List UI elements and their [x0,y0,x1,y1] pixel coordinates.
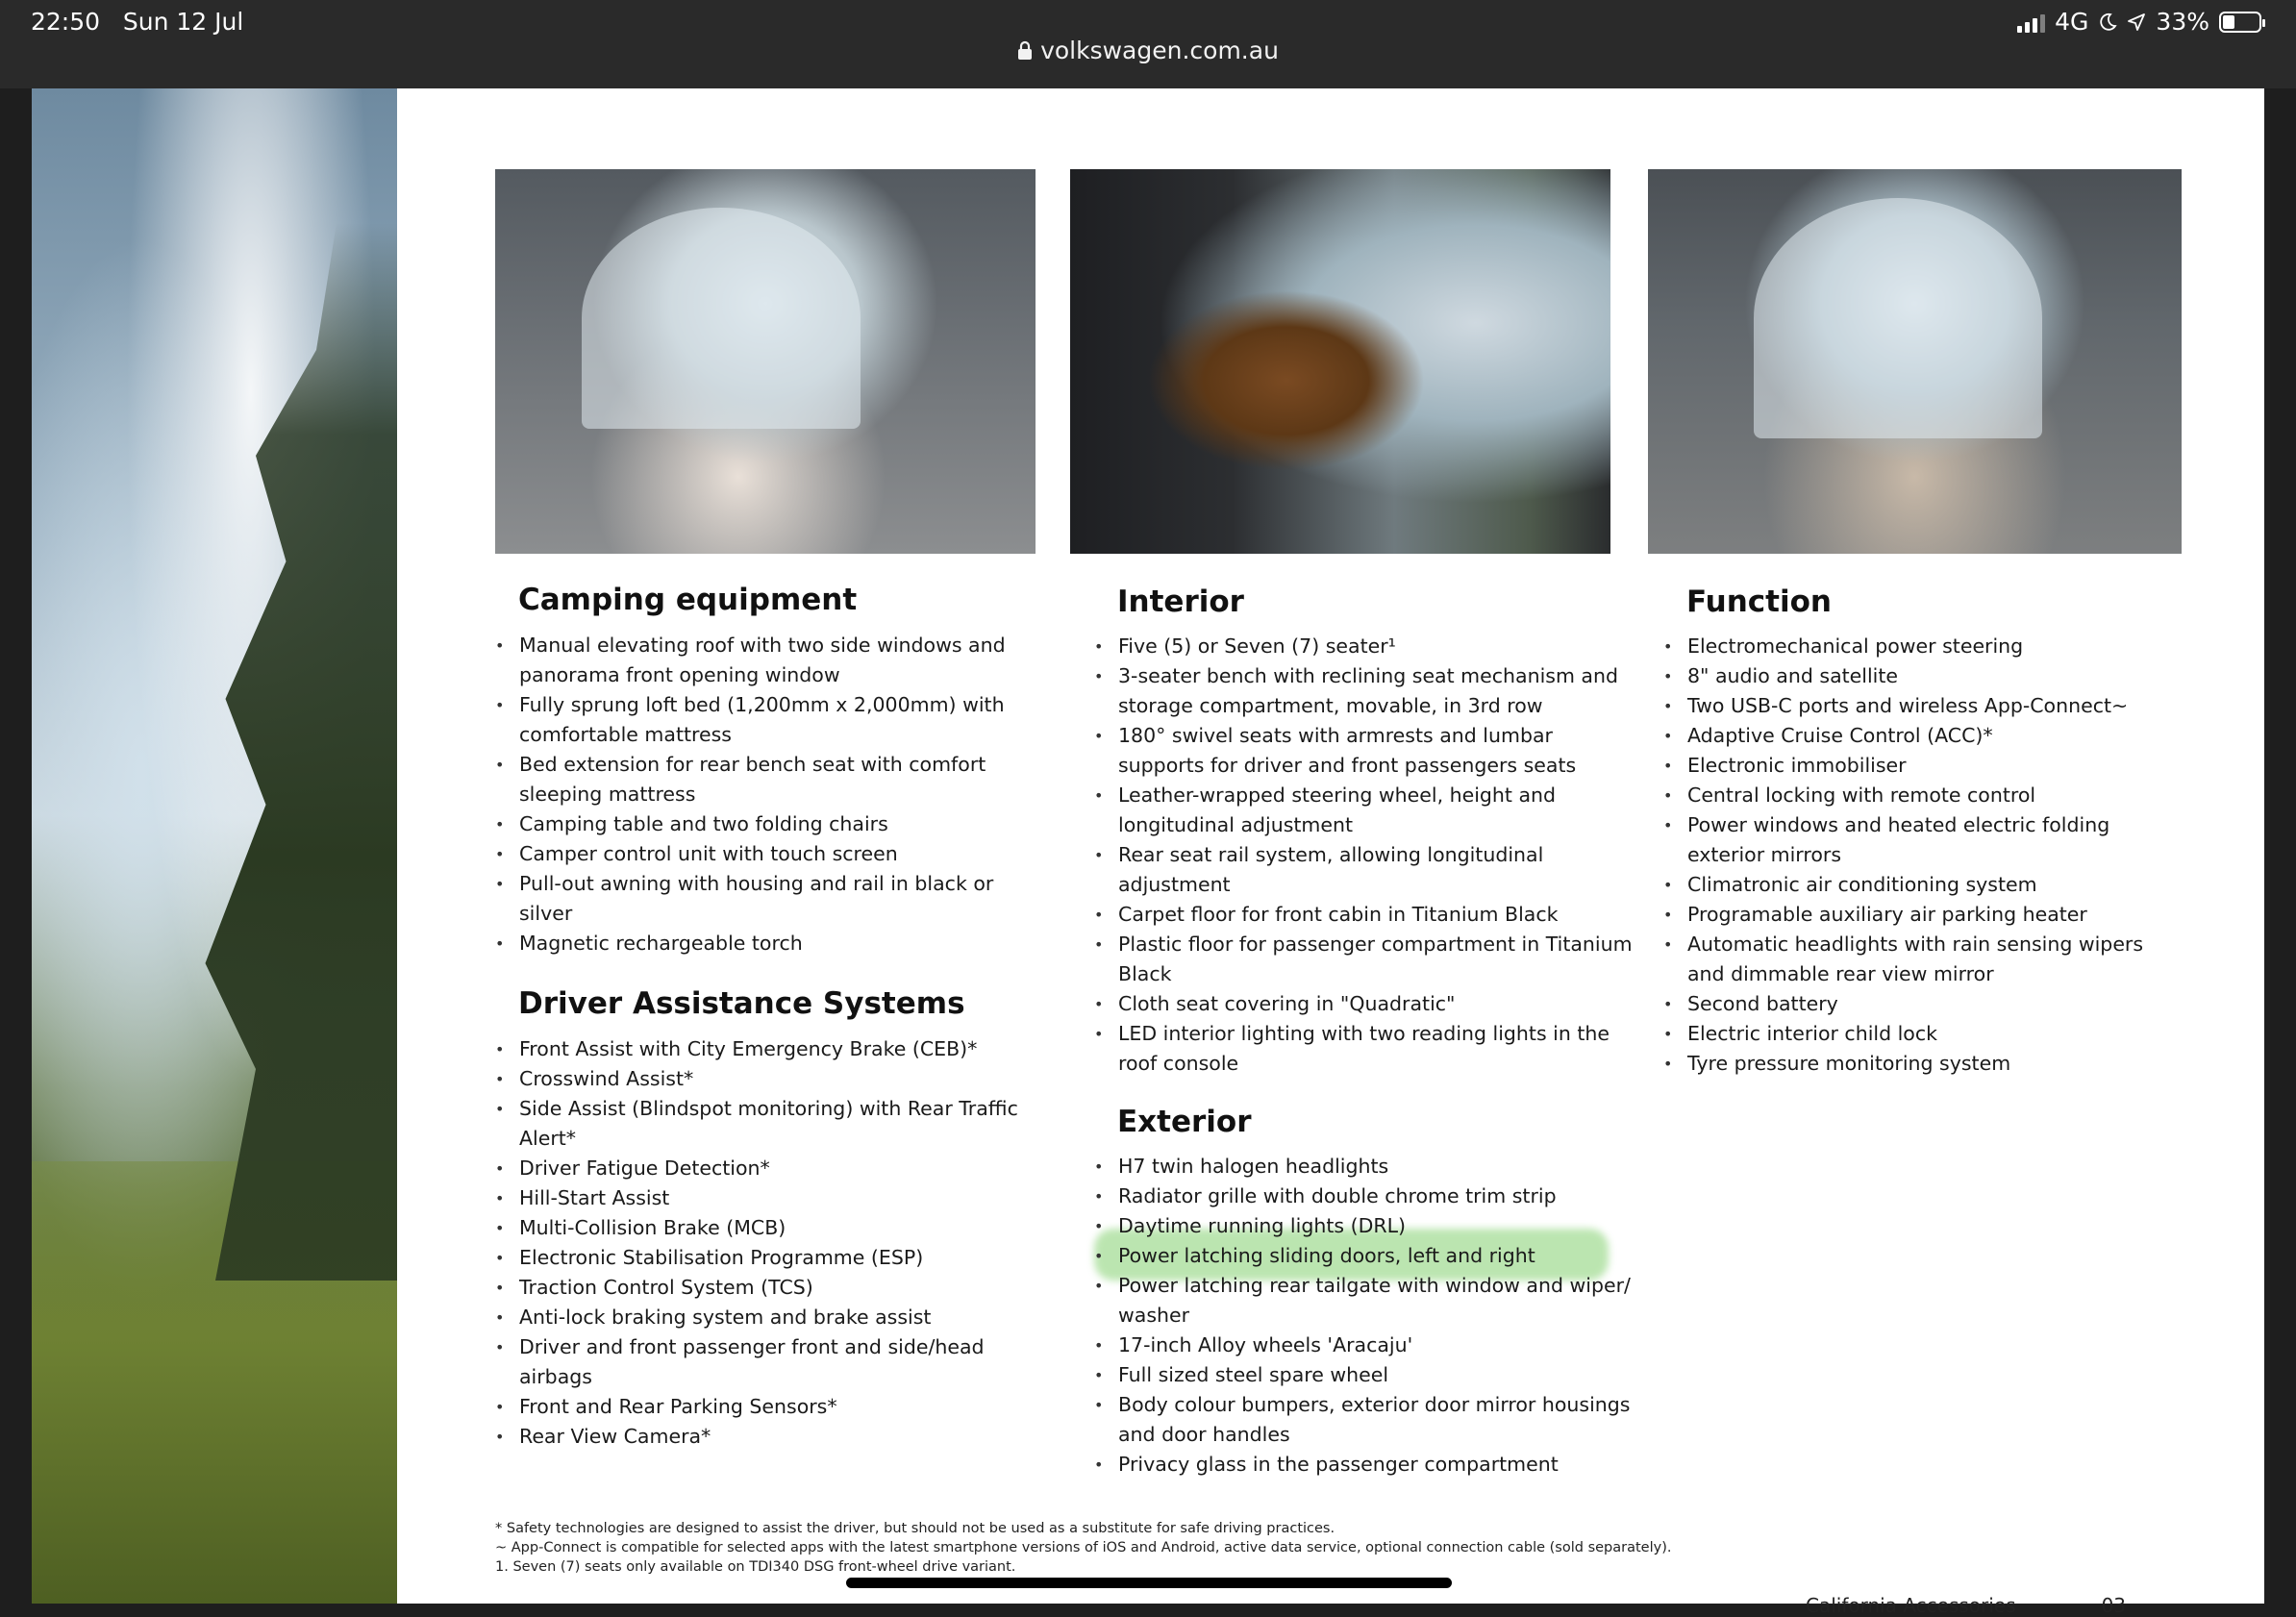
list-item: • Driver and front passenger front and side/head airbags [495,1332,1034,1392]
list-item: • Programable auxiliary air parking heater [1663,900,2183,930]
exterior-list [1094,1152,1633,1480]
list-item: • Cloth seat covering in "Quadratic" [1094,989,1633,1019]
list-item: • Privacy glass in the passenger compartment [1094,1450,1633,1480]
home-indicator-bar[interactable] [846,1578,1452,1588]
list-item: • 8" audio and satellite [1663,661,2183,691]
list-item: • Electronic immobiliser [1663,751,2183,781]
list-item: • Manual elevating roof with two side windows and panorama front opening window [495,631,1034,690]
url-text: volkswagen.com.au [1040,37,1279,64]
camping-equipment-list [495,631,1034,958]
list-item: • Radiator grille with double chrome trim strip [1094,1182,1633,1211]
list-item: • Fully sprung loft bed (1,200mm x 2,000mm) with comfortable mattress [495,690,1034,750]
list-item: • Front and Rear Parking Sensors* [495,1392,1034,1422]
status-date: Sun 12 Jul [122,8,244,36]
status-bar [0,0,2296,88]
battery-level [2223,15,2234,29]
list-item: • Automatic headlights with rain sensing wipers and dimmable rear view mirror [1663,930,2183,989]
list-item: • Hill-Start Assist [495,1183,1034,1213]
driver-assistance-list [495,1034,1034,1452]
moon-icon [2098,12,2117,32]
brochure-page[interactable] [32,88,2264,1617]
list-item: • LED interior lighting with two reading lights in the roof console [1094,1019,1633,1079]
list-item: • Daytime running lights (DRL) [1094,1211,1633,1241]
battery-percent: 33% [2156,8,2209,36]
list-item: • Anti-lock braking system and brake assist [495,1303,1034,1332]
footnote-line: * Safety technologies are designed to assist the driver, but should not be used as a substitute for safe driving practices. [495,1521,1335,1536]
lock-icon [1017,41,1033,61]
footnote-line: ~ App-Connect is compatible for selected apps with the latest smartphone versions of iOS and Android, active data service, optional connection cable (sold separately). [495,1540,1672,1555]
list-item: • Central locking with remote control [1663,781,2183,810]
list-item: • Full sized steel spare wheel [1094,1360,1633,1390]
list-item: • Two USB-C ports and wireless App-Connect~ [1663,691,2183,721]
address-bar[interactable] [0,37,2296,64]
list-item: • Power windows and heated electric folding exterior mirrors [1663,810,2183,870]
list-item: • Rear View Camera* [495,1422,1034,1452]
photo-girl-reading-in-roof-bed [495,169,1036,554]
list-item: • Side Assist (Blindspot monitoring) with Rear Traffic Alert* [495,1094,1034,1154]
interior-list [1094,632,1633,1079]
list-item: • Driver Fatigue Detection* [495,1154,1034,1183]
list-item: • 17-inch Alloy wheels 'Aracaju' [1094,1331,1633,1360]
footer-page-number: 03 [2101,1594,2127,1617]
list-item: • Camping table and two folding chairs [495,809,1034,839]
location-arrow-icon [2127,12,2146,32]
list-item: • Magnetic rechargeable torch [495,929,1034,958]
list-item: • Climatronic air conditioning system [1663,870,2183,900]
list-item: • Rear seat rail system, allowing longitudinal adjustment [1094,840,1633,900]
landscape-photo [32,88,397,1604]
interior-heading: Interior [1117,585,1244,619]
list-item: • Second battery [1663,989,2183,1019]
photo-woman-with-headphones-on-bed [1648,169,2182,554]
list-item: • Carpet floor for front cabin in Titanium Black [1094,900,1633,930]
page-footer [1806,1594,2126,1617]
list-item: • Bed extension for rear bench seat with comfort sleeping mattress [495,750,1034,809]
function-heading: Function [1686,585,1832,619]
list-item: • H7 twin halogen headlights [1094,1152,1633,1182]
driver-assistance-heading: Driver Assistance Systems [518,986,965,1021]
cellular-signal-icon [2017,12,2045,33]
list-item: • Electromechanical power steering [1663,632,2183,661]
list-item: • Tyre pressure monitoring system [1663,1049,2183,1079]
clock-time: 22:50 [31,8,101,36]
battery-icon [2219,12,2261,33]
exterior-heading: Exterior [1117,1105,1252,1139]
list-item: • Five (5) or Seven (7) seater¹ [1094,632,1633,661]
list-item: • Plastic floor for passenger compartment in Titanium Black [1094,930,1633,989]
footnote-line: 1. Seven (7) seats only available on TDI340 DSG front-wheel drive variant. [495,1559,1016,1575]
list-item: • Pull-out awning with housing and rail in black or silver [495,869,1034,929]
network-type: 4G [2055,8,2089,36]
status-time [31,8,243,36]
list-item: • Electronic Stabilisation Programme (ESP) [495,1243,1034,1273]
list-item: • Body colour bumpers, exterior door mirror housings and door handles [1094,1390,1633,1450]
photo-man-in-van-doorway [1070,169,1610,554]
list-item: • Power latching rear tailgate with window and wiper/ washer [1094,1271,1633,1331]
list-item: • Traction Control System (TCS) [495,1273,1034,1303]
camping-equipment-heading: Camping equipment [518,583,858,617]
list-item: • Multi-Collision Brake (MCB) [495,1213,1034,1243]
list-item: • Power latching sliding doors, left and right [1094,1241,1633,1271]
status-indicators [2017,8,2261,36]
function-list [1663,632,2183,1079]
list-item: • Crosswind Assist* [495,1064,1034,1094]
list-item: • Camper control unit with touch screen [495,839,1034,869]
footnotes [495,1519,1671,1577]
list-item: • Front Assist with City Emergency Brake (CEB)* [495,1034,1034,1064]
list-item: • 180° swivel seats with armrests and lumbar supports for driver and front passengers seats [1094,721,1633,781]
list-item: • 3-seater bench with reclining seat mechanism and storage compartment, movable, in 3rd row [1094,661,1633,721]
list-item: • Adaptive Cruise Control (ACC)* [1663,721,2183,751]
list-item: • Electric interior child lock [1663,1019,2183,1049]
footer-brochure-name: California Accessories [1806,1594,2016,1617]
pine-tree [195,223,397,1281]
list-item: • Leather-wrapped steering wheel, height and longitudinal adjustment [1094,781,1633,840]
